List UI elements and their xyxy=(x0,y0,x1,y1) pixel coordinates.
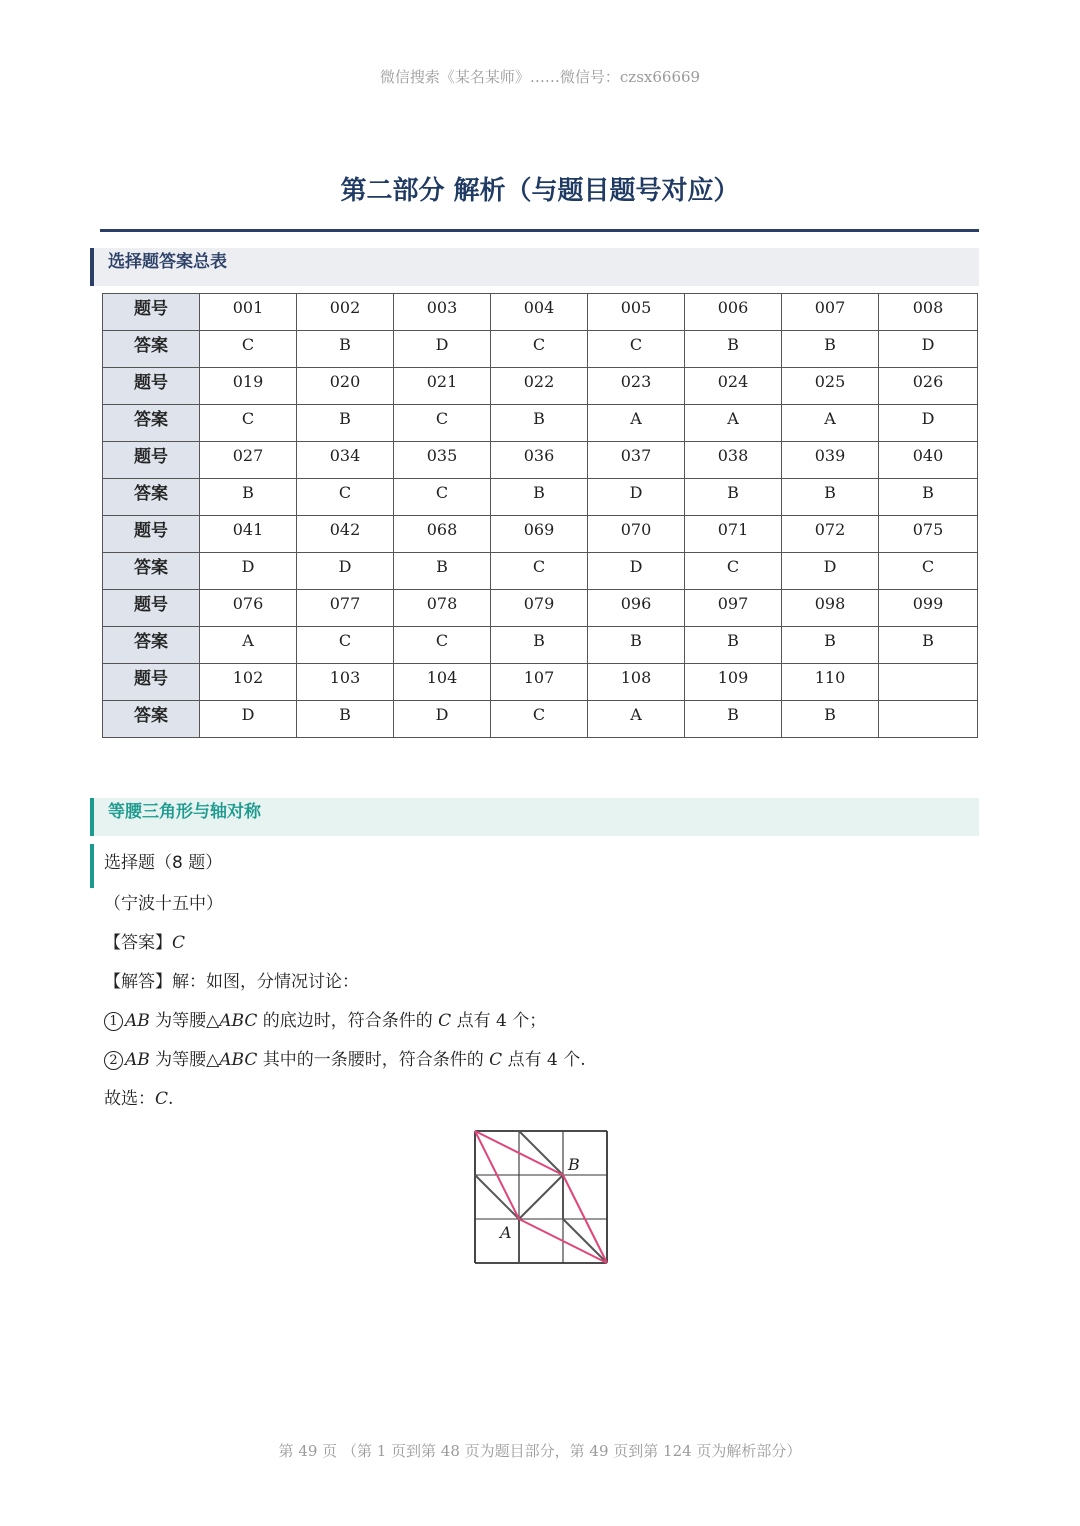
answer-cell: C xyxy=(394,479,491,516)
case-2-text-2: 其中的一条腰时，符合条件的 xyxy=(257,1050,490,1070)
question-number-cell: 005 xyxy=(588,294,685,331)
question-source: （宁波十五中） xyxy=(104,894,223,914)
question-number-cell: 008 xyxy=(879,294,978,331)
answer-cell: C xyxy=(200,331,297,368)
subsection-title: 选择题（8 题） xyxy=(104,853,223,873)
question-number-cell: 040 xyxy=(879,442,978,479)
question-row xyxy=(103,590,978,627)
question-number-cell: 004 xyxy=(491,294,588,331)
question-number-cell: 034 xyxy=(297,442,394,479)
answer-cell: D xyxy=(588,553,685,590)
analysis-text: 解：如图，分情况讨论： xyxy=(172,972,359,992)
answer-row xyxy=(103,701,978,738)
question-number-cell: 007 xyxy=(782,294,879,331)
answer-cell: B xyxy=(782,331,879,368)
gray-segment xyxy=(475,1175,519,1219)
answer-cell: B xyxy=(782,479,879,516)
case-2-text-3: 点有 4 个. xyxy=(502,1050,586,1070)
answer-summary-heading xyxy=(90,248,979,286)
question-row-label: 题号 xyxy=(103,294,200,331)
question-number-cell: 110 xyxy=(782,664,879,701)
answer-cell: A xyxy=(588,701,685,738)
question-row xyxy=(103,516,978,553)
choose-end: . xyxy=(168,1089,174,1109)
question-number-cell: 042 xyxy=(297,516,394,553)
question-number-cell: 069 xyxy=(491,516,588,553)
answer-cell: B xyxy=(685,627,782,664)
question-number-cell: 039 xyxy=(782,442,879,479)
answer-line xyxy=(104,931,185,955)
subsection-heading xyxy=(90,844,222,888)
question-number-cell: 072 xyxy=(782,516,879,553)
question-number-cell: 026 xyxy=(879,368,978,405)
title-divider xyxy=(100,229,979,232)
question-number-cell: 003 xyxy=(394,294,491,331)
case-2-segment: AB xyxy=(125,1050,150,1070)
question-number-cell: 038 xyxy=(685,442,782,479)
question-number-cell: 023 xyxy=(588,368,685,405)
answer-cell: B xyxy=(394,553,491,590)
question-row xyxy=(103,664,978,701)
question-number-cell: 098 xyxy=(782,590,879,627)
answer-cell: A xyxy=(200,627,297,664)
answer-cell: C xyxy=(588,331,685,368)
answer-cell: B xyxy=(491,627,588,664)
case-1-text-2: 的底边时，符合条件的 xyxy=(257,1011,439,1031)
answer-table xyxy=(102,293,978,738)
question-number-cell: 104 xyxy=(394,664,491,701)
answer-cell: C xyxy=(394,627,491,664)
question-number-cell: 096 xyxy=(588,590,685,627)
question-number-cell: 025 xyxy=(782,368,879,405)
answer-cell: B xyxy=(879,479,978,516)
question-number-cell: 097 xyxy=(685,590,782,627)
answer-row xyxy=(103,553,978,590)
question-number-cell: 035 xyxy=(394,442,491,479)
answer-cell: B xyxy=(491,479,588,516)
question-number-cell: 107 xyxy=(491,664,588,701)
answer-cell: D xyxy=(782,553,879,590)
answer-cell: A xyxy=(588,405,685,442)
answer-cell: B xyxy=(685,331,782,368)
figure-label-b: B xyxy=(568,1155,580,1174)
choose-value: C xyxy=(155,1089,169,1109)
question-number-cell xyxy=(879,664,978,701)
answer-row-label: 答案 xyxy=(103,405,200,442)
answer-cell xyxy=(879,701,978,738)
case-2-number: 2 xyxy=(104,1051,123,1070)
gray-segment xyxy=(519,1175,563,1219)
answer-cell: B xyxy=(297,701,394,738)
answer-row-label: 答案 xyxy=(103,479,200,516)
answer-cell: C xyxy=(685,553,782,590)
case-1-text-1: 为等腰△ xyxy=(149,1011,220,1031)
answer-cell: B xyxy=(588,627,685,664)
question-row-label: 题号 xyxy=(103,664,200,701)
question-number-cell: 071 xyxy=(685,516,782,553)
question-number-cell: 076 xyxy=(200,590,297,627)
question-number-cell: 077 xyxy=(297,590,394,627)
question-number-cell: 002 xyxy=(297,294,394,331)
answer-row-label: 答案 xyxy=(103,627,200,664)
answer-cell: D xyxy=(879,405,978,442)
answer-value: C xyxy=(172,933,186,953)
page-footer: 第 49 页 （第 1 页到第 48 页为题目部分，第 49 页到第 124 页为解析部分） xyxy=(278,1442,802,1460)
answer-cell: D xyxy=(200,553,297,590)
answer-cell: D xyxy=(394,331,491,368)
question-number-cell: 070 xyxy=(588,516,685,553)
answer-cell: C xyxy=(491,701,588,738)
case-2-point: C xyxy=(489,1050,503,1070)
question-number-cell: 019 xyxy=(200,368,297,405)
figure-label-a: A xyxy=(500,1223,512,1242)
figure-gray-lines xyxy=(475,1131,607,1263)
question-number-cell: 099 xyxy=(879,590,978,627)
case-2-text-1: 为等腰△ xyxy=(149,1050,220,1070)
answer-row xyxy=(103,331,978,368)
answer-cell: B xyxy=(782,627,879,664)
answer-label: 【答案】 xyxy=(104,933,172,953)
question-number-cell: 001 xyxy=(200,294,297,331)
answer-cell: D xyxy=(297,553,394,590)
question-row xyxy=(103,294,978,331)
answer-cell: B xyxy=(297,405,394,442)
case-1-triangle: ABC xyxy=(219,1011,258,1031)
question-number-cell: 036 xyxy=(491,442,588,479)
answer-cell: B xyxy=(685,701,782,738)
case-2-line xyxy=(104,1048,586,1072)
answer-cell: B xyxy=(685,479,782,516)
question-row-label: 题号 xyxy=(103,368,200,405)
question-number-cell: 103 xyxy=(297,664,394,701)
question-number-cell: 041 xyxy=(200,516,297,553)
answer-cell: C xyxy=(491,553,588,590)
question-number-cell: 109 xyxy=(685,664,782,701)
case-1-text-3: 点有 4 个； xyxy=(451,1011,547,1031)
analysis-label: 【解答】 xyxy=(104,972,172,992)
grid-figure xyxy=(474,1130,610,1266)
case-2-triangle: ABC xyxy=(219,1050,258,1070)
question-row-label: 题号 xyxy=(103,516,200,553)
answer-row xyxy=(103,479,978,516)
answer-row-label: 答案 xyxy=(103,701,200,738)
answer-row xyxy=(103,627,978,664)
case-1-number: 1 xyxy=(104,1012,123,1031)
answer-cell: B xyxy=(491,405,588,442)
case-1-point: C xyxy=(438,1011,452,1031)
answer-cell: D xyxy=(588,479,685,516)
answer-cell: C xyxy=(879,553,978,590)
page-title: 第二部分 解析（与题目题号对应） xyxy=(340,176,740,206)
answer-cell: C xyxy=(200,405,297,442)
question-row-label: 题号 xyxy=(103,590,200,627)
chapter-heading xyxy=(90,798,979,836)
question-row xyxy=(103,442,978,479)
question-number-cell: 102 xyxy=(200,664,297,701)
question-number-cell: 079 xyxy=(491,590,588,627)
answer-row-label: 答案 xyxy=(103,553,200,590)
question-number-cell: 108 xyxy=(588,664,685,701)
gray-segment xyxy=(563,1219,607,1263)
answer-cell: C xyxy=(491,331,588,368)
answer-cell: C xyxy=(297,479,394,516)
analysis-line xyxy=(104,970,359,994)
answer-cell: B xyxy=(297,331,394,368)
answer-table-body xyxy=(103,294,978,738)
answer-cell: D xyxy=(879,331,978,368)
question-number-cell: 021 xyxy=(394,368,491,405)
answer-cell: D xyxy=(200,701,297,738)
answer-cell: C xyxy=(394,405,491,442)
question-number-cell: 068 xyxy=(394,516,491,553)
answer-cell: A xyxy=(782,405,879,442)
answer-cell: D xyxy=(394,701,491,738)
question-number-cell: 075 xyxy=(879,516,978,553)
choose-line xyxy=(104,1087,173,1111)
answer-cell: B xyxy=(879,627,978,664)
answer-row-label: 答案 xyxy=(103,331,200,368)
answer-cell: B xyxy=(782,701,879,738)
answer-cell: B xyxy=(200,479,297,516)
answer-cell: C xyxy=(297,627,394,664)
case-1-segment: AB xyxy=(125,1011,150,1031)
chapter-title: 等腰三角形与轴对称 xyxy=(108,802,261,822)
question-number-cell: 024 xyxy=(685,368,782,405)
answer-cell: A xyxy=(685,405,782,442)
question-number-cell: 027 xyxy=(200,442,297,479)
question-row-label: 题号 xyxy=(103,442,200,479)
watermark-text: 微信搜索《某名某师》……微信号：czsx66669 xyxy=(379,68,701,86)
question-number-cell: 006 xyxy=(685,294,782,331)
case-1-line xyxy=(104,1009,546,1033)
question-number-cell: 078 xyxy=(394,590,491,627)
question-number-cell: 037 xyxy=(588,442,685,479)
question-number-cell: 022 xyxy=(491,368,588,405)
answer-summary-title: 选择题答案总表 xyxy=(108,252,227,272)
question-number-cell: 020 xyxy=(297,368,394,405)
gray-segment xyxy=(519,1131,563,1175)
question-row xyxy=(103,368,978,405)
choose-text: 故选： xyxy=(104,1089,155,1109)
answer-row xyxy=(103,405,978,442)
